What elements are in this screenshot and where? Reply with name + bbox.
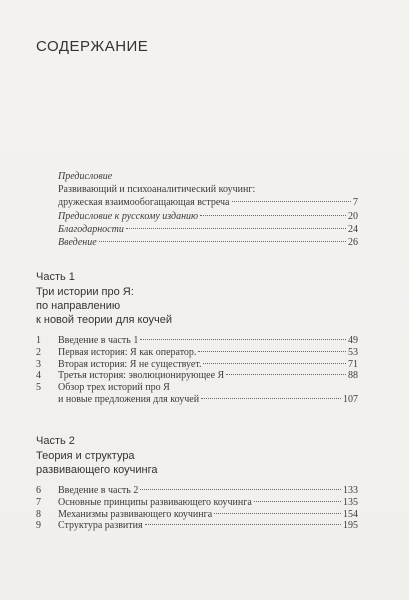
chapter-row [36,347,358,359]
chapter-row [36,382,358,394]
part-title-line: к новой теории для коучей [36,314,172,326]
part-title-line: Три истории про Я: [36,286,134,298]
front-item-title: Предисловие к русскому изданию [58,210,199,222]
front-item [58,183,358,196]
front-item [58,223,358,236]
page-number: 107 [343,393,358,405]
chapter-title-line-2: и новые предложения для коучей [58,393,200,405]
part-1-title [36,285,172,327]
page-number: 195 [343,520,358,532]
chapter-title: Основные принципы развивающего коучинга [58,496,252,508]
front-item-title: Благодарности [58,223,124,235]
leader-dots [201,398,341,399]
part-2-label: Часть 2 [36,435,75,447]
front-item-title: дружеская взаимообогащающая встреча [58,197,230,209]
leader-dots [226,374,346,375]
page-number: 53 [348,346,358,358]
leader-dots [99,241,346,242]
chapter-number: 9 [36,520,41,532]
part-title-line: по направлению [36,300,121,312]
chapter-number: 4 [36,370,41,382]
chapter-title: Введение в часть 2 [58,485,139,496]
chapter-row-continued [36,394,358,406]
chapter-row [36,359,358,371]
leader-dots [140,339,346,340]
leader-dots [203,363,346,364]
page-number: 7 [353,197,358,209]
page-number: 26 [348,237,358,249]
leader-dots [200,215,346,216]
front-item [58,196,358,209]
chapter-title: Обзор трех историй про Я [58,382,170,394]
chapter-title: Структура развития [58,520,143,532]
front-item [58,236,358,249]
chapter-number: 8 [36,508,41,520]
leader-dots [145,524,341,525]
chapter-number: 5 [36,382,41,394]
front-item-title: Введение [58,237,97,249]
leader-dots [126,228,346,229]
chapter-number: 2 [36,346,41,358]
page-number: 71 [348,358,358,370]
leader-dots [214,513,341,514]
front-item [58,210,358,223]
part-title-line: Теория и структура [36,450,135,462]
chapter-title: Вторая история: Я не существует. [58,358,202,370]
chapter-row [36,520,358,532]
part-2-chapters [36,485,358,532]
chapter-row [36,497,358,509]
chapter-number: 1 [36,335,41,346]
leader-dots [140,489,341,490]
part-1-label: Часть 1 [36,271,75,283]
page-number: 88 [348,370,358,382]
chapter-title: Механизмы развивающего коучинга [58,508,213,520]
page-number: 24 [348,223,358,235]
chapter-number: 7 [36,496,41,508]
part-2-title [36,449,158,477]
chapter-number: 3 [36,358,41,370]
chapter-row [36,509,358,521]
chapter-row [36,335,358,347]
front-item-title: Развивающий и психоаналитический коучинг: [58,184,256,196]
leader-dots [254,501,341,502]
part-title-line: развивающего коучинга [36,464,158,476]
chapter-row [36,485,358,497]
chapter-row [36,370,358,382]
chapter-title: Третья история: эволюционирующее Я [58,370,225,382]
front-matter-list [58,170,358,249]
page-number: 20 [348,210,358,222]
page-number: 133 [343,485,358,496]
page-number: 49 [348,335,358,346]
leader-dots [198,351,346,352]
front-item [58,170,358,183]
chapter-title: Введение в часть 1 [58,335,139,346]
part-1-chapters [36,335,358,406]
page-number: 154 [343,508,358,520]
chapter-number: 6 [36,485,41,496]
leader-dots [232,201,352,202]
page-number: 135 [343,496,358,508]
chapter-title: Первая история: Я как оператор. [58,346,197,358]
page-title: СОДЕРЖАНИЕ [36,38,149,55]
front-item-title: Предисловие [58,171,113,182]
